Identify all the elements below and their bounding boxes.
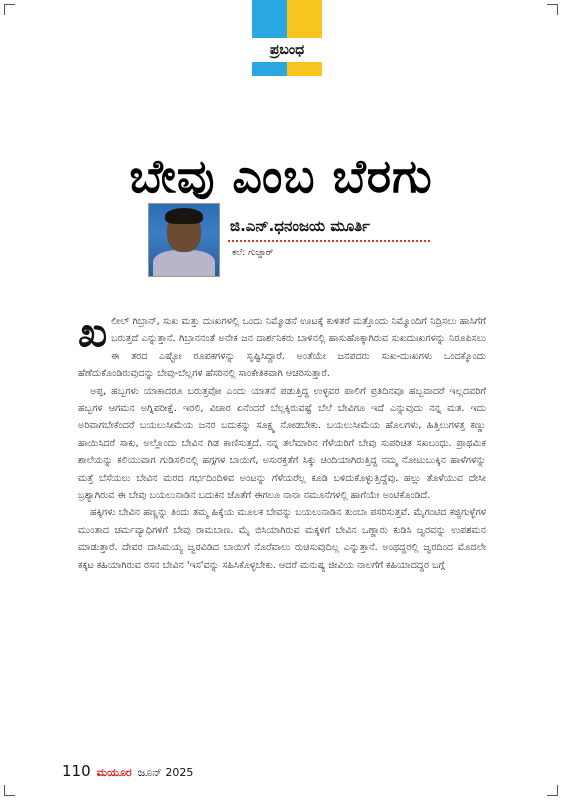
section-tag-color-block xyxy=(252,0,322,38)
author-divider xyxy=(228,240,430,242)
author-photo xyxy=(148,203,220,277)
drop-cap: ಖ xyxy=(78,310,108,356)
crop-mark-top-right xyxy=(547,4,558,15)
article-body xyxy=(78,310,486,574)
author-name: ಜಿ.ಎನ್.ಧನಂಜಯ ಮೂರ್ತಿ xyxy=(230,217,370,235)
crop-mark-bottom-left xyxy=(4,785,15,796)
article-title: ಬೇವು ಎಂಬ ಬೆರಗು xyxy=(129,148,433,203)
article-paragraph: ಖಲೀಲ್ ಗಿಬ್ರಾನ್, ಸುಖ ಮತ್ತು ದುಃಖಗಳಲ್ಲಿ ಒಂದು ನಿಮ್ಮೊಡನೆ ಊಟಕ್ಕೆ ಕುಳಿತರೆ ಮತ್ತೊಂದು ನಿಮ್ಮೊಂದಿಗೆ ನಿದ್ರಿಸಲು ಹಾಸಿಗೆಗೆ ಬರುತ್ತದೆ ಎನ್ನುತ್ತಾನೆ. ಗಿಬ್ರಾನನಂತೆ ಅನೇಕ ಜನ ದಾರ್ಶನಿಕರು ಬಾಳಿನಲ್ಲಿ ಹಾಸುಹೊಕ್ಕಾಗಿರುವ ಸುಖದುಃಖಗಳನ್ನು ನಿರೂಪಿಸಲು ಈ ತರದ ಎಷ್ಟೋ ರೂಪಕಗಳನ್ನು ಸೃಷ್ಟಿಸಿದ್ದಾರೆ. ಅಂತೆಯೇ ಜನಪದರು ಸುಖ-ದುಃಖಗಳು ಒಂದಕ್ಕೊಂದು ಹೆಣೆದುಕೊಂಡಿರುವುದನ್ನು ಬೇವು-ಬೆಲ್ಲಗಳ ಹೆಸರಿನಲ್ಲಿ ಸಾಂಕೇತಿಕವಾಗಿ ಆಚರಿಸುತ್ತಾರೆ. xyxy=(78,310,486,380)
page-number: 110 xyxy=(62,762,91,780)
issue-date: ಜೂನ್ 2025 xyxy=(137,766,194,779)
section-label: ಪ್ರಬಂಧ xyxy=(252,38,322,62)
crop-mark-bottom-right xyxy=(547,785,558,796)
magazine-name: ಮಯೂರ xyxy=(96,766,132,779)
page-footer xyxy=(62,762,193,780)
section-tag xyxy=(252,0,322,76)
article-paragraph: ಅಪ್ಪ, ಹಬ್ಬಗಳು ಯಾಕಾದರೂ ಬರುತ್ತವೋ ಎಂದು ಯಾತನೆ ಪಡುತ್ತಿದ್ದ ಉಳ್ಳವರ ಪಾಲಿಗೆ ಪ್ರತಿದಿನವೂ ಹಬ್ಬವಾದರೆ ಇಲ್ಲದವರಿಗೆ ಹಬ್ಬಗಳ ಆಗಮನ ಅಗ್ನಿಪರೀಕ್ಷೆ. ಇರಲಿ, ವಿಚಾರ ಏನೆಂದರೆ ಬೆಲ್ಲಕ್ಕಿರುವಷ್ಟೆ ಬೆಲೆ ಬೇವಿಗೂ ಇದೆ ಎನ್ನುವುದು ನನ್ನ ಮತ. ಇದು ಅರಿವಾಗಬೇಕೆಂದರೆ ಬಯಲುಸೀಮೆಯ ಜನರ ಬದುಕನ್ನು ಸೂಕ್ಷ್ಮ ನೋಡಬೇಕು. ಬಯಲುಸೀಮೆಯ ಹೊಲಗಳು, ಹಿತ್ತಿಲುಗಳತ್ತ ಕಣ್ಣು ಹಾಯಿಸಿದರೆ ಸಾಕು, ಅಲ್ಲೊಂದು ಬೇವಿನ ಗಿಡ ಕಾಣಿಸುತ್ತದೆ. ನನ್ನ ತಲೆಮಾರಿನ ಗೆಳೆಯರಿಗೆ ಬೇವು ಸುಪರಿಚಿತ ಸಖಬಂಧು. ಪ್ರಾಥಮಿಕ ಶಾಲೆಯನ್ನು ಕಲಿಯುವಾಗ ಗುಡಿಸಲಿನಲ್ಲಿ ಹಗ್ಗಗಳ ಬಾಯಿಗೆ, ಅಸುರಕ್ತತೆಗೆ ಸಿಕ್ಕು ಚಿಂದಿಯಾಗಿರುತ್ತಿದ್ದ ನಮ್ಮ ನೋಟುಬುಕ್ಕಿನ ಹಾಳೆಗಳನ್ನು ಮತ್ತೆ ಬೆಸೆಯಲು ಬೇವಿನ ಮರದ ಗರ್ಭದಿಂದಿಳಿವ ಅಂಟನ್ನು ಗೆಳೆಯರೆಲ್ಲ ಕೂಡಿ ಬಳಿದುಕೊಳ್ಳುತ್ತಿದ್ದೆವು. ಹಲ್ಲು ತೊಳೆಯುವ ದೇಸೀ ಬ್ರಶ್ಯಾಗಿರುವ ಈ ಬೇವು ಬಯಲುನಾಡಿನ ಬದುಕಿನ ಜೊತೆಗೆ ಈಗಲೂ ನಾನಾ ನಮೂನೆಗಳಲ್ಲಿ ಹಾಗೆಯೇ ಅಂಟಿಕೊಂಡಿದೆ. xyxy=(78,385,486,502)
illustrator-credit: ಕಲೆ: ಗುಜ್ಜಾರ್ xyxy=(232,248,274,258)
article-paragraph: ಹಕ್ಕಿಗಳು ಬೇವಿನ ಹಣ್ಣನ್ನು ತಿಂದು ತಮ್ಮ ಹಿಕ್ಕೆಯ ಮೂಲಕ ಬೇವನ್ನು ಬಯಲುನಾಡಿನ ತುಂಬಾ ಪಸರಿಸುತ್ತವೆ. ಮೈಗಂಟಿದ ಕಜ್ಜಿಗುಳ್ಳೆಗಳ ಮುಂತಾದ ಚರ್ಮವ್ಯಾಧಿಗಳಿಗೆ ಬೇವು ರಾಮಬಾಣ. ಮೈ ಬಿಸಿಯಾಗಿರುವ ಮಕ್ಕಳಿಗೆ ಬೇವಿನ ಒಣ್ಣಾರು ಕುಡಿಸಿ ಜ್ವರವನ್ನು ಉಪಶಮನ ಮಾಡುತ್ತಾರೆ. ದೇವರ ದಾಸಿಮಯ್ಯ ಜ್ವರವಿಡಿದ ಬಾಯಿಗೆ ನೊರೆವಾಲು ರುಚಿಸುವುದಿಲ್ಲ ಎನ್ನುತ್ತಾನೆ. ಅಂಥದ್ದರಲ್ಲಿ ಜ್ವರದಿಂದ ಮೊದಲೇ ಕಕ್ಕಟ ಕಹಿಯಾಗಿರುವ ರಸನ ಬೇವಿನ 'ಇಸ'ವನ್ನು ಸಹಿಸಿಕೊಳ್ಳಬೇಕು. ಆದರೆ ಮನುಷ್ಯ ಜೀವಿಯ ನಾಲಗೆಗೆ ಕಹಿಯಾದದ್ದರ ಬಗ್ಗೆ xyxy=(78,507,486,571)
crop-mark-top-left xyxy=(4,4,15,15)
section-tag-color-strip xyxy=(252,62,322,76)
